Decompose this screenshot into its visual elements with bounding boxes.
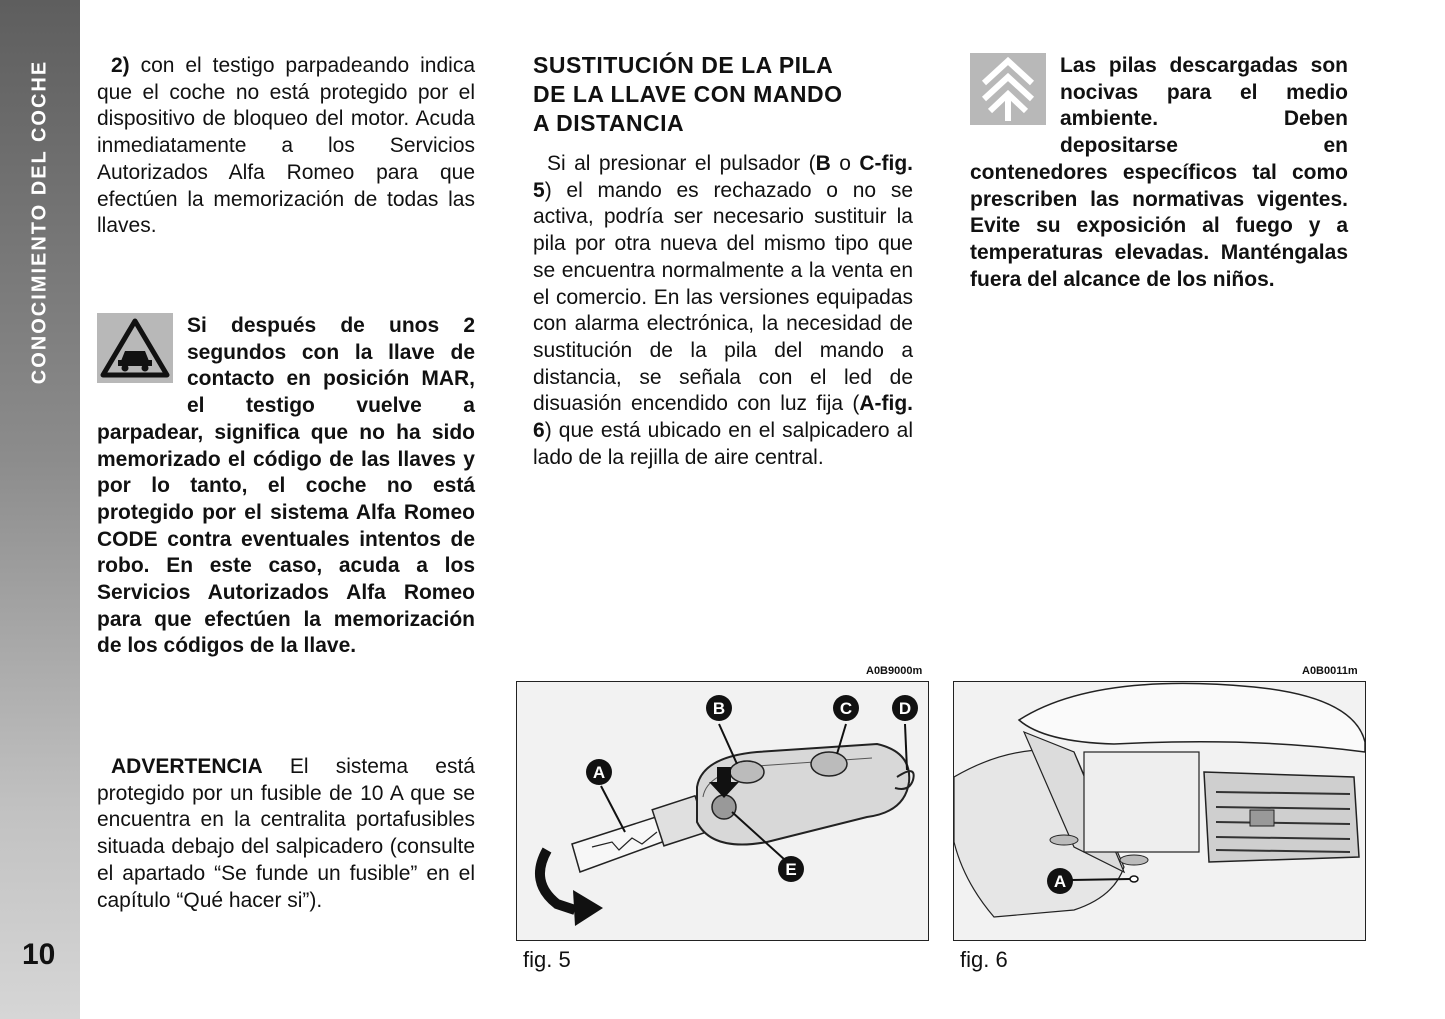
fig5-illustration bbox=[516, 681, 929, 941]
environment-note bbox=[970, 53, 1348, 293]
heading-line-1: SUSTITUCIÓN DE LA PILA bbox=[533, 52, 834, 78]
environment-text: Las pilas descargadas son nocivas para el medio ambiente. Deben depositarse en contenedores específicos tal como prescriben las normativas vigentes. Evite su exposición al fuego y a temperaturas elevadas. Manténgalas fuera del alcance de los niños. bbox=[970, 54, 1348, 291]
text-run: ) el mando es rechazado o no se activa, podría ser necesario sustituir la pila por otra nueva del mismo tipo que se encuentra normalmente a la venta en el comercio. En las versiones equipadas con alarma electrónica, la necesidad de sustitución de la pila del mando a distancia, se señala con el led de disuasión encendido con luz fija ( bbox=[533, 178, 913, 416]
section-heading bbox=[533, 51, 913, 138]
svg-text:C: C bbox=[839, 699, 853, 718]
paragraph-testigo bbox=[97, 53, 475, 240]
paragraph-advertencia bbox=[97, 754, 475, 914]
label-b bbox=[706, 695, 732, 721]
label-c bbox=[833, 695, 859, 721]
heading-line-3: A DISTANCIA bbox=[533, 110, 685, 136]
label-e bbox=[778, 856, 804, 882]
advertencia-label: ADVERTENCIA bbox=[111, 755, 263, 778]
sidebar bbox=[0, 0, 80, 1019]
label-d bbox=[892, 695, 918, 721]
advertencia-text: El sistema está protegido por un fusible de 10 A que se encuentra en la centralita portafusibles situada debajo del salpicadero (consulte el apartado “Se funde un fusible” en el capítulo “Qué hacer si”). bbox=[97, 755, 475, 912]
item-number: 2) bbox=[111, 54, 130, 77]
heading-line-2: DE LA LLAVE CON MANDO bbox=[533, 81, 843, 107]
ref-c-fig5: C-fig. 5 bbox=[533, 152, 913, 202]
fig5-code: A0B9000m bbox=[866, 665, 923, 677]
fig6-illustration bbox=[953, 681, 1366, 941]
ref-b: B bbox=[815, 152, 831, 175]
car-warning-icon bbox=[97, 313, 173, 391]
dashboard-drawing bbox=[954, 682, 1365, 940]
label-a bbox=[1047, 868, 1073, 894]
fig6-code: A0B0011m bbox=[1302, 665, 1358, 677]
label-a bbox=[586, 759, 612, 785]
text-run: ) que está ubicado en el salpicadero al lado de la rejilla de aire central. bbox=[533, 419, 913, 469]
warning-note bbox=[97, 313, 475, 660]
key-fob-drawing bbox=[517, 682, 928, 940]
recycle-arrows-icon bbox=[970, 53, 1046, 133]
svg-text:D: D bbox=[898, 699, 912, 718]
page-number: 10 bbox=[22, 938, 56, 971]
fig5-caption: fig. 5 bbox=[523, 947, 571, 972]
section-title: CONOCIMIENTO DEL COCHE bbox=[28, 59, 51, 385]
svg-text:B: B bbox=[712, 699, 726, 718]
svg-text:A: A bbox=[1053, 872, 1067, 891]
text-run: Si al presionar el pulsador ( bbox=[547, 152, 816, 175]
svg-text:E: E bbox=[785, 860, 797, 879]
ref-a-fig6: A-fig. 6 bbox=[533, 392, 913, 443]
fig6-caption: fig. 6 bbox=[960, 947, 1008, 972]
paragraph-sustitucion bbox=[533, 151, 913, 471]
paragraph-testigo-text: con el testigo parpadeando indica que el coche no está protegido por el dispositivo de bloqueo del motor. Acuda inmediatamente a los Servicios Autorizados Alfa Romeo para que efectúen la memorización de todas las llaves. bbox=[97, 54, 475, 238]
text-run: o bbox=[830, 152, 860, 175]
warning-text: Si después de unos 2 segundos con la llave de contacto en posición MAR, el testigo vuelve a parpadear, significa que no ha sido memorizado el código de las llaves y por lo tanto, el coche no está protegido por el sistema Alfa Romeo CODE contra eventuales intentos de robo. En este caso, acuda a los Servicios Autorizados Alfa Romeo para que efectúen la memorización de los códigos de la llave. bbox=[97, 314, 475, 658]
svg-text:A: A bbox=[592, 763, 606, 782]
